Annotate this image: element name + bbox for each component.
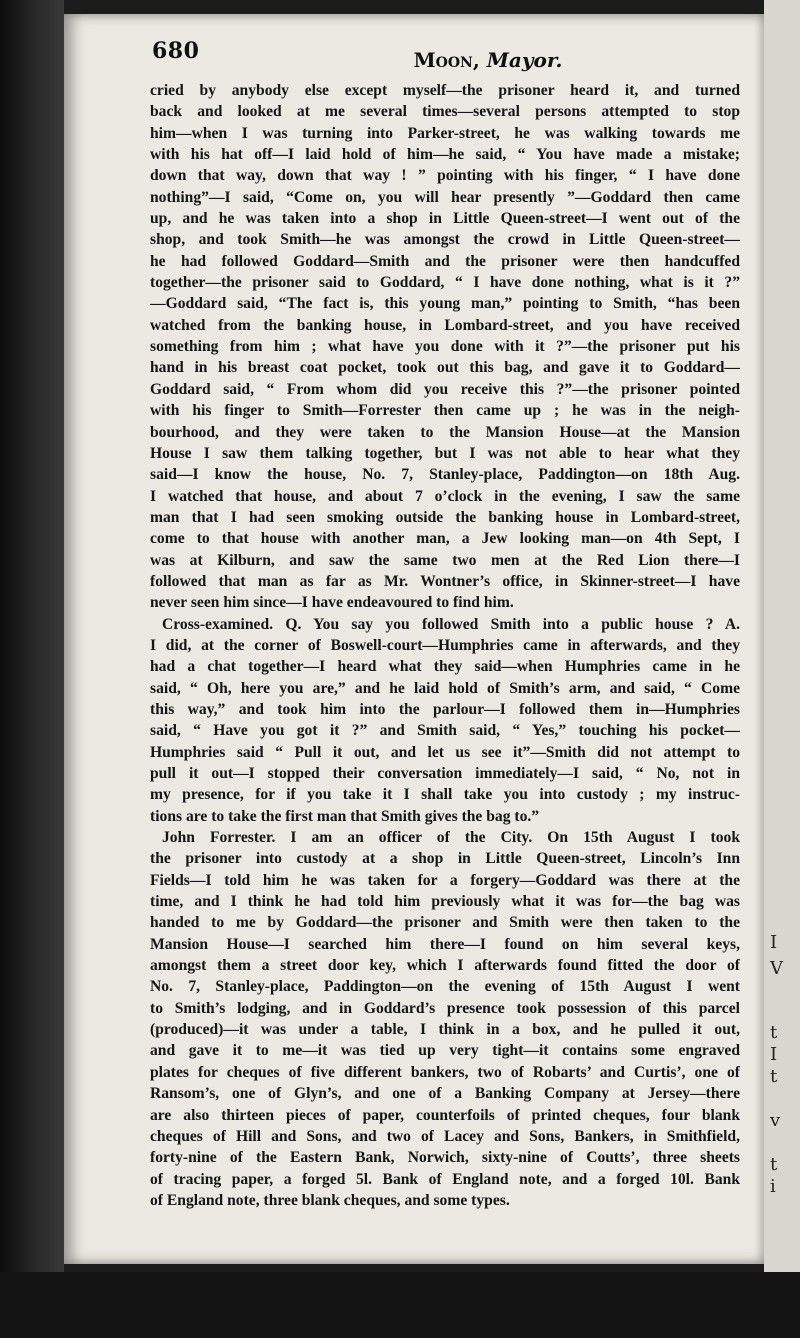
text-line: up, and he was taken into a shop in Little Queen-street—I went out of the xyxy=(150,210,740,228)
text-line: shop, and took Smith—he was amongst the crowd in Little Queen-street— xyxy=(150,231,740,249)
text-line: the prisoner into custody at a shop in Little Queen-street, Lincoln’s Inn xyxy=(150,850,740,868)
text-line: of England note, three blank cheques, and some types. xyxy=(150,1191,510,1209)
text-line: are also thirteen pieces of paper, counterfoils of printed cheques, four blank xyxy=(150,1106,740,1124)
text-line: cried by anybody else except myself—the prisoner heard it, and turned xyxy=(150,82,740,99)
text-line: with his finger to Smith—Forrester then came up ; he was in the neigh- xyxy=(150,402,740,420)
facing-page-fragment: t xyxy=(770,1154,778,1175)
text-line: back and looked at me several times—several persons attempted to stop xyxy=(150,103,740,121)
paragraph xyxy=(150,80,740,614)
text-line: House I saw them talking together, but I was not able to hear what they xyxy=(150,444,740,462)
text-line: time, and I think he had told him previously what it was for—the bag was xyxy=(150,893,740,911)
page-header xyxy=(88,34,648,70)
text-line: was at Kilburn, and saw the same two men at the Red Lion there—I xyxy=(150,551,740,569)
text-line: cheques of Hill and Sons, and two of Lacey and Sons, Bankers, in Smithfield, xyxy=(150,1127,740,1145)
text-line: Ransom’s, one of Glyn’s, and one of a Banking Company at Jersey—there xyxy=(150,1085,740,1103)
text-line: Goddard said, “ From whom did you receive this ?”—the prisoner pointed xyxy=(150,380,740,398)
text-line: amongst them a street door key, which I afterwards found fitted the door of xyxy=(150,957,740,975)
text-line: bourhood, and they were taken to the Mansion House—at the Mansion xyxy=(150,423,740,441)
text-line: plates for cheques of five different bankers, two of Robarts’ and Curtis’, one of xyxy=(150,1063,740,1081)
paragraph xyxy=(150,614,740,827)
text-line: my presence, for if you take it I shall take you into custody ; my instruc- xyxy=(150,786,740,804)
text-line: had a chat together—I heard what they said—when Humphries came in he xyxy=(150,658,740,676)
running-title-name: Moon, xyxy=(413,48,480,72)
running-title-office: Mayor. xyxy=(486,48,563,72)
facing-page-fragment: I xyxy=(770,932,778,953)
text-line: nothing”—I said, “Come on, you will hear presently ”—Goddard then came xyxy=(150,188,740,206)
text-line: I watched that house, and about 7 o’clock in the evening, I saw the same xyxy=(150,487,740,505)
text-line: to Smith’s lodging, and in Goddard’s presence took possession of this parcel xyxy=(150,999,740,1017)
text-line: come to that house with another man, a Jew looking man—on 4th Sept, I xyxy=(150,530,740,548)
text-line: followed that man as far as Mr. Wontner’s office, in Skinner-street—I have xyxy=(150,572,740,590)
facing-page-fragment: V xyxy=(770,958,783,979)
text-line: hand in his breast coat pocket, took out this bag, and gave it to Goddard— xyxy=(150,359,740,377)
book-gutter xyxy=(0,0,64,1338)
facing-page-fragment: v xyxy=(770,1110,781,1131)
text-line: forty-nine of the Eastern Bank, Norwich, sixty-nine of Coutts’, three sheets xyxy=(150,1149,740,1167)
text-line: something from him ; what have you done with it ?”—the prisoner put his xyxy=(150,338,740,356)
text-line: No. 7, Stanley-place, Paddington—on the evening of 15th August I went xyxy=(150,978,740,996)
text-line: this way,” and took him into the parlour—I followed them in—Humphries xyxy=(150,700,740,718)
text-line: man that I had seen smoking outside the banking house in Lombard-street, xyxy=(150,508,740,526)
facing-page-fragment: i xyxy=(770,1176,776,1197)
text-line: said—I know the house, No. 7, Stanley-place, Paddington—on 18th Aug. xyxy=(150,466,740,484)
text-line: together—the prisoner said to Goddard, “ I have done nothing, what is it ?” xyxy=(150,274,740,292)
text-line: of tracing paper, a forged 5l. Bank of England note, and a forged 10l. Bank xyxy=(150,1170,740,1188)
text-line: John Forrester. I am an officer of the City. On 15th August I took xyxy=(162,829,740,847)
page-number: 680 xyxy=(152,38,200,64)
text-line: Fields—I told him he was taken for a forgery—Goddard was there at the xyxy=(150,871,740,889)
facing-page-fragment: t xyxy=(770,1066,778,1087)
text-line: him—when I was turning into Parker-street, he was walking towards me xyxy=(150,124,740,142)
paragraph xyxy=(150,827,740,1211)
text-line: he had followed Goddard—Smith and the prisoner were then handcuffed xyxy=(150,252,740,270)
facing-page-fragment: I xyxy=(770,1044,778,1065)
text-line: down that way, down that way ! ” pointing with his finger, “ I have done xyxy=(150,167,740,185)
facing-page-edge xyxy=(764,0,800,1338)
text-line: Mansion House—I searched him there—I found on him several keys, xyxy=(150,935,740,953)
body-text xyxy=(150,80,740,1211)
facing-page-fragment: t xyxy=(770,1022,778,1043)
running-title xyxy=(414,48,563,72)
text-line: said, “ Oh, here you are,” and he laid hold of Smith’s arm, and said, “ Come xyxy=(150,679,740,697)
text-line: Cross-examined. Q. You say you followed Smith into a public house ? A. xyxy=(162,615,740,633)
text-line: I did, at the corner of Boswell-court—Humphries came in afterwards, and they xyxy=(150,636,740,654)
text-line: with his hat off—I laid hold of him—he said, “ You have made a mistake; xyxy=(150,146,740,164)
text-line: and gave it to me—it was tied up very tight—it contains some engraved xyxy=(150,1042,740,1060)
text-line: never seen him since—I have endeavoured to find him. xyxy=(150,594,514,612)
text-line: handed to me by Goddard—the prisoner and Smith were then taken to the xyxy=(150,914,740,932)
text-line: Humphries said “ Pull it out, and let us see it”—Smith did not attempt to xyxy=(150,743,740,761)
scan-bottom-border xyxy=(0,1272,800,1338)
text-line: watched from the banking house, in Lombard-street, and you have received xyxy=(150,316,740,334)
text-line: said, “ Have you got it ?” and Smith said, “ Yes,” touching his pocket— xyxy=(150,722,740,740)
text-line: —Goddard said, “The fact is, this young man,” pointing to Smith, “has been xyxy=(150,295,740,313)
text-line: tions are to take the first man that Smith gives the bag to.” xyxy=(150,807,540,825)
text-line: (produced)—it was under a table, I think in a box, and he pulled it out, xyxy=(150,1021,740,1039)
text-line: pull it out—I stopped their conversation immediately—I said, “ No, not in xyxy=(150,765,740,782)
